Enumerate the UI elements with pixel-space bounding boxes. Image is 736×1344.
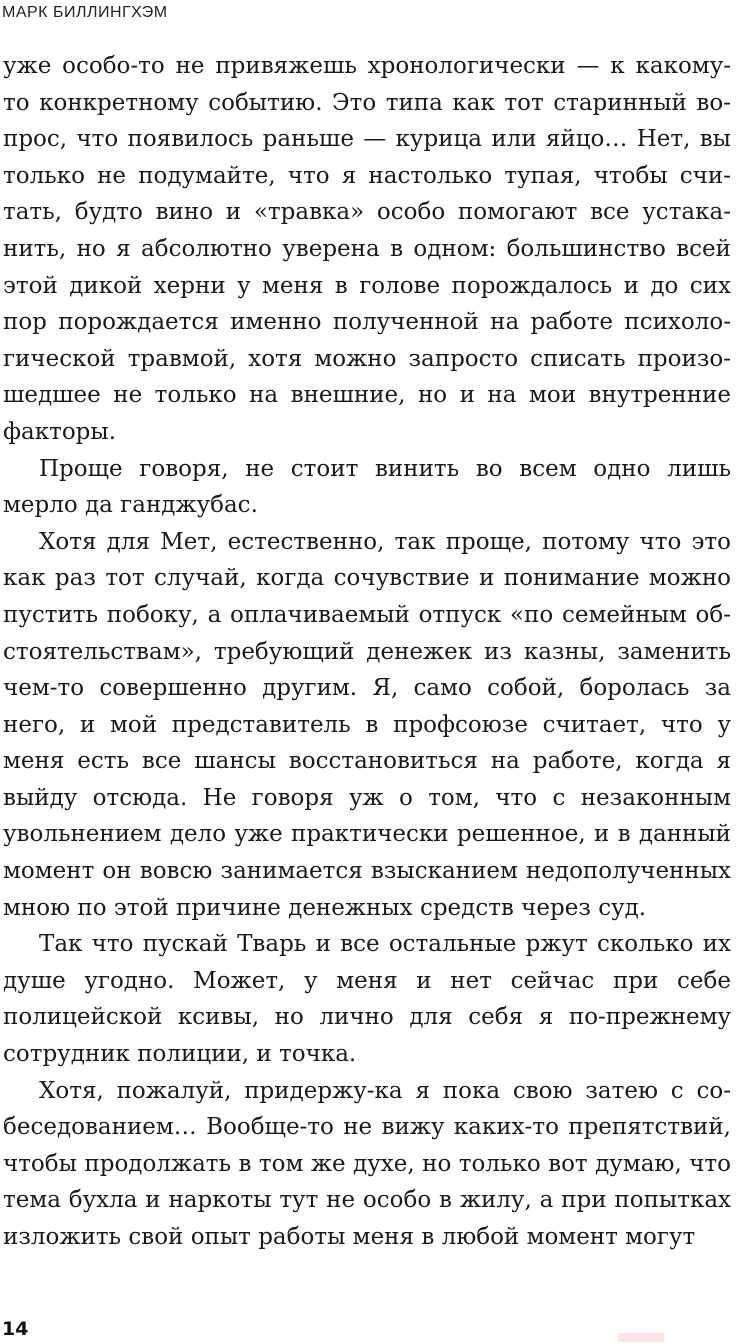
body-text	[3, 48, 731, 1256]
paragraph: Так что пускай Тварь и все остальные ржут сколько их душе угодно. Может, у меня и нет сейчас при себе полицейской ксивы, но лично для себя я по-прежнему сотрудник полиции, и точка.	[3, 931, 731, 1068]
paragraph: уже особо-то не привяжешь хронологически — к какому-то конкретному событию. Это типа как тот старинный вопрос, что появилось раньше — курица или яйцо… Нет, вы только не подумайте, что я настолько тупая, чтобы считать, будто вино и «травка» особо помогают все устаканить, но я абсолютно уверена в одном: большинство всей этой дикой херни у меня в голове порождалось и до сих пор порождается именно полученной на работе психологической травмой, хотя можно запросто списать произошедшее не только на внешние, но и на мои внутренние факторы.	[3, 53, 731, 445]
paragraph: Хотя для Мет, естественно, так проще, потому что это как раз тот случай, когда сочувствие и понимание можно пустить побоку, а оплачиваемый отпуск «по семейным обстоятельствам», требующий денежек из казны, заменить чем-то совершенно другим. Я, само собой, боролась за него, и мой представитель в профсоюзе считает, что у меня есть все шансы восстановиться на работе, когда я выйду отсюда. Не говоря уж о том, что с незаконным увольнением дело уже практически решенное, и в данный момент он вовсю занимается взысканием недополученных мною по этой причине денежных средств через суд.	[3, 528, 731, 921]
paragraph: Проще говоря, не стоит винить во всем одно лишь мерло да ганджубас.	[3, 455, 731, 519]
running-head: МАРК БИЛЛИНГХЭМ	[2, 4, 168, 21]
page-number: 14	[2, 1318, 29, 1340]
paragraph: Хотя, пожалуй, придержу-ка я пока свою затею с собеседованием… Вообще-то не вижу каких-то препятствий, чтобы продолжать в том же духе, но только вот думаю, что тема бухла и наркоты тут не особо в жилу, а при попытках изложить свой опыт работы меня в любой момент могут	[3, 1077, 731, 1250]
corner-mark	[618, 1333, 664, 1342]
